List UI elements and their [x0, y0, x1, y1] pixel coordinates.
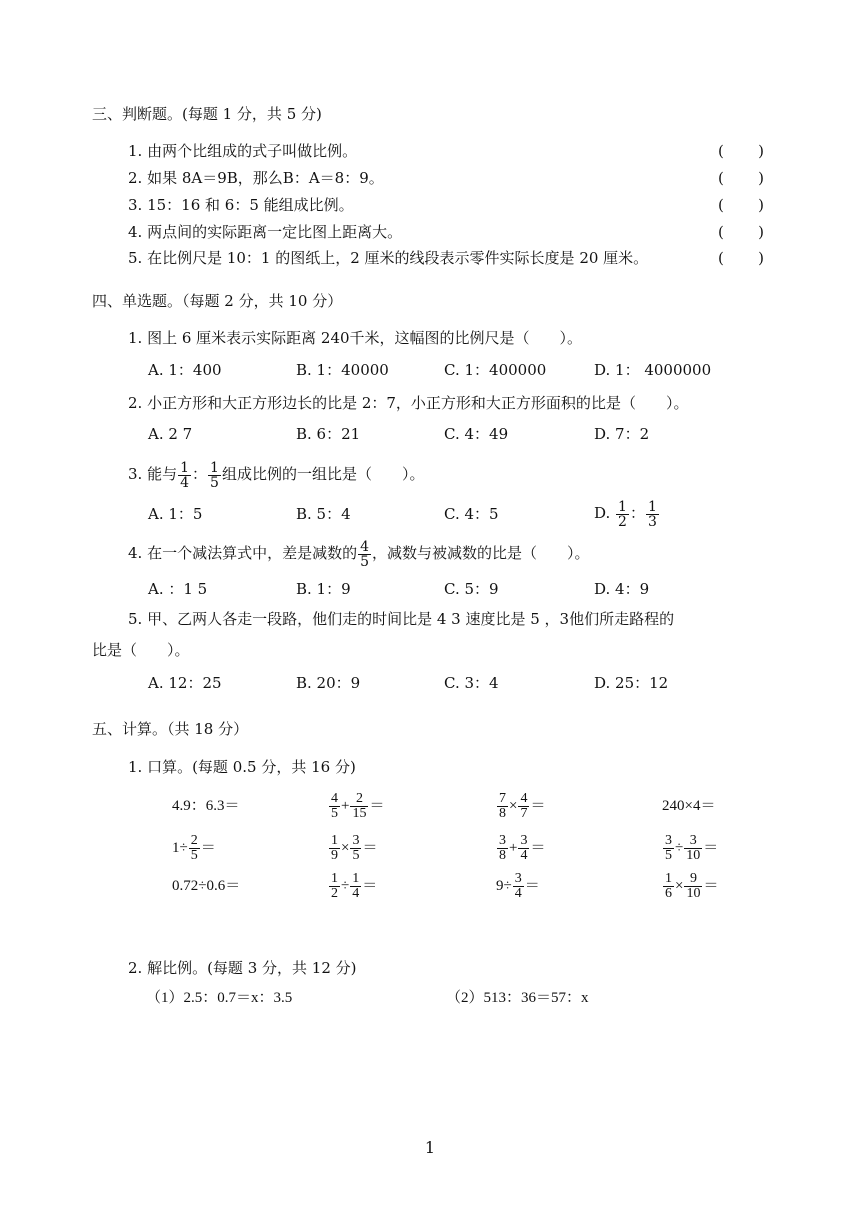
- q5-stem-line1: 5. 甲、乙两人各走一段路，他们走的时间比是 4 3 速度比是 5 ，3他们所走路程的: [128, 610, 675, 628]
- q3-fraction-2: $\frac{1}{5}$: [210, 459, 219, 491]
- judge-item-5: 5. 在比例尺是 10：1 的图纸上，2 厘米的线段表示零件实际长度是 20 厘米。: [128, 249, 649, 267]
- section4-title: 四、单选题。（每题 2 分，共 10 分）: [92, 292, 343, 310]
- q4-fraction: $\frac{4}{5}$: [360, 538, 370, 570]
- answer-blank-3[interactable]: ( ): [718, 196, 764, 214]
- oral-r1c2: $\frac{4}{5}$ + $\frac{2}{15}$ ＝: [331, 791, 385, 822]
- judge-item-1: 1. 由两个比组成的式子叫做比例。: [128, 142, 358, 160]
- oral-r3c1: 0.72÷0.6＝: [172, 878, 241, 894]
- q3-stem: 3. 能与 $\frac{1}{4}$ ： $\frac{1}{5}$ 组成比例的一组比是（ ）。: [128, 459, 425, 491]
- section3-title: 三、判断题。(每题 1 分，共 5 分): [92, 105, 322, 123]
- proportion-problem-2: （2）513：36＝57：x: [446, 990, 589, 1006]
- oral-r2c4: $\frac{3}{5}$ ÷ $\frac{3}{10}$ ＝: [665, 833, 719, 864]
- oral-r3c4: $\frac{1}{6}$ × $\frac{9}{10}$ ＝: [665, 871, 719, 902]
- q5-option-c[interactable]: C. 3：4: [444, 674, 499, 692]
- oral-r2c1: 1÷ $\frac{2}{5}$ ＝: [172, 833, 216, 864]
- q4-option-d[interactable]: D. 4：9: [594, 580, 650, 598]
- oral-r1c3: $\frac{7}{8}$ × $\frac{4}{7}$ ＝: [499, 791, 546, 822]
- q1-option-d[interactable]: D. 1： 4000000: [594, 361, 712, 379]
- page-number: 1: [424, 1138, 436, 1157]
- oral-r2c2: $\frac{1}{9}$ × $\frac{3}{5}$ ＝: [331, 833, 378, 864]
- q2-option-d[interactable]: D. 7：2: [594, 425, 650, 443]
- q3-option-d[interactable]: D. $\frac{1}{2}$ ： $\frac{1}{3}$: [594, 498, 657, 530]
- answer-blank-5[interactable]: ( ): [718, 249, 764, 267]
- q3-fraction-1: $\frac{1}{4}$: [180, 459, 190, 491]
- proportion-problem-1: （1）2.5：0.7＝x：3.5: [146, 990, 293, 1006]
- oral-r3c2: $\frac{1}{2}$ ÷ $\frac{1}{4}$ ＝: [331, 871, 378, 902]
- q4-option-a[interactable]: A. ：1 5: [148, 580, 208, 598]
- q3-option-b[interactable]: B. 5：4: [296, 505, 351, 523]
- q5-option-a[interactable]: A. 12：25: [148, 674, 222, 692]
- q3-option-a[interactable]: A. 1：5: [148, 505, 203, 523]
- oral-r2c3: $\frac{3}{8}$ + $\frac{3}{4}$ ＝: [499, 833, 546, 864]
- q5-option-b[interactable]: B. 20：9: [296, 674, 361, 692]
- q3-option-c[interactable]: C. 4：5: [444, 505, 499, 523]
- q5-option-d[interactable]: D. 25：12: [594, 674, 669, 692]
- section5-title: 五、计算。（共 18 分）: [92, 720, 249, 738]
- q2-stem: 2. 小正方形和大正方形边长的比是 2：7，小正方形和大正方形面积的比是（ ）。: [128, 394, 689, 412]
- q4-option-c[interactable]: C. 5：9: [444, 580, 499, 598]
- q1-stem: 1. 图上 6 厘米表示实际距离 240千米，这幅图的比例尺是（ ）。: [128, 329, 583, 347]
- q1-option-a[interactable]: A. 1：400: [148, 361, 222, 379]
- answer-blank-2[interactable]: ( ): [718, 169, 764, 187]
- solve-proportion-title: 2. 解比例。(每题 3 分，共 12 分): [128, 959, 357, 977]
- q4-stem: 4. 在一个减法算式中，差是减数的 $\frac{4}{5}$ ，减数与被减数的比是（ ）。: [128, 538, 590, 570]
- q4-option-b[interactable]: B. 1：9: [296, 580, 351, 598]
- q2-option-a[interactable]: A. 2 7: [148, 425, 193, 443]
- q1-option-b[interactable]: B. 1：40000: [296, 361, 389, 379]
- answer-blank-1[interactable]: ( ): [718, 142, 764, 160]
- q2-option-b[interactable]: B. 6：21: [296, 425, 361, 443]
- oral-r1c1: 4.9：6.3＝: [172, 798, 240, 814]
- oral-calc-title: 1. 口算。(每题 0.5 分，共 16 分): [128, 758, 356, 776]
- oral-r1c4: 240×4＝: [662, 798, 716, 814]
- q1-option-c[interactable]: C. 1：400000: [444, 361, 547, 379]
- oral-r3c3: 9÷ $\frac{3}{4}$ ＝: [496, 871, 540, 902]
- q2-option-c[interactable]: C. 4：49: [444, 425, 509, 443]
- q5-stem-line2: 比是（ ）。: [92, 641, 190, 659]
- answer-blank-4[interactable]: ( ): [718, 223, 764, 241]
- judge-item-2: 2. 如果 8A＝9B，那么B：A＝8：9。: [128, 169, 384, 187]
- judge-item-4: 4. 两点间的实际距离一定比图上距离大。: [128, 223, 403, 241]
- judge-item-3: 3. 15：16 和 6：5 能组成比例。: [128, 196, 354, 214]
